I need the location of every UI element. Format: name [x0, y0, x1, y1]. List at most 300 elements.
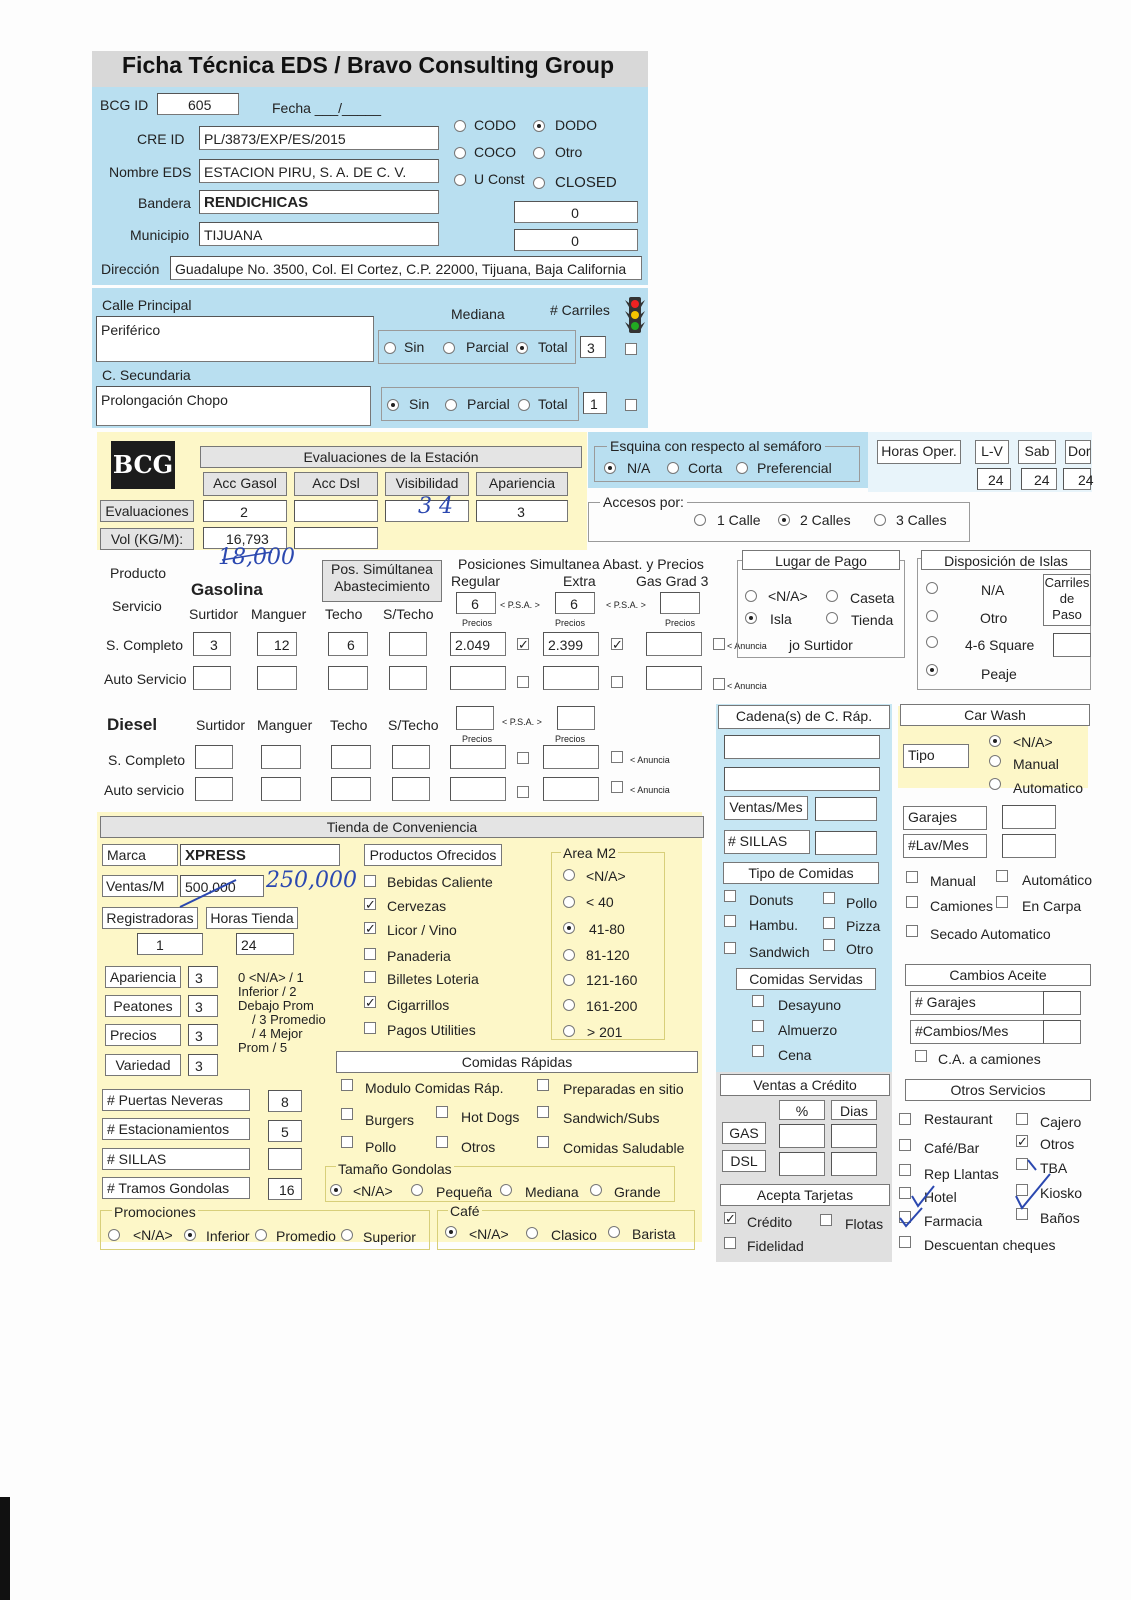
- tarjetas-flotas-check[interactable]: [820, 1214, 832, 1226]
- eval-gasol-field[interactable]: 2: [203, 500, 287, 522]
- cafe-barista-radio[interactable]: [608, 1226, 620, 1238]
- cajero-check[interactable]: [1016, 1113, 1028, 1125]
- bcg-id-field[interactable]: 605: [157, 93, 239, 115]
- d-as-stecho[interactable]: [392, 777, 430, 801]
- donuts-check[interactable]: [724, 890, 736, 902]
- tarjetas-fidelidad-check[interactable]: [724, 1237, 736, 1249]
- cena-label: Cena: [778, 1047, 812, 1063]
- cajero-label: Cajero: [1040, 1114, 1082, 1130]
- cadena-field-1[interactable]: [724, 735, 880, 759]
- marca-field[interactable]: XPRESS: [180, 844, 340, 866]
- desayuno-label: Desayuno: [778, 997, 842, 1013]
- vol-dsl-field[interactable]: [294, 527, 378, 549]
- variedad-field[interactable]: 3: [188, 1054, 218, 1076]
- promo-promedio-radio[interactable]: [255, 1229, 267, 1241]
- credito-gas-dias[interactable]: [831, 1124, 877, 1148]
- modulo-label: Modulo Comidas Ráp.: [365, 1080, 504, 1096]
- credito-pct-label: %: [779, 1100, 825, 1120]
- calle-secundaria-label: C. Secundaria: [102, 367, 191, 383]
- lugar-pago-group: [737, 560, 905, 658]
- secundaria-extra-check[interactable]: [625, 399, 637, 411]
- gasgrad-pos-field[interactable]: [660, 592, 700, 614]
- sc-regular-price[interactable]: 2.049: [450, 632, 506, 656]
- carwash-secado-check[interactable]: [906, 925, 918, 937]
- area-201-label: > 201: [587, 1024, 623, 1040]
- panaderia-check[interactable]: [364, 948, 376, 960]
- credito-dsl-dias[interactable]: [831, 1152, 877, 1176]
- pagos-check[interactable]: [364, 1022, 376, 1034]
- visibilidad-header: Visibilidad: [385, 472, 469, 496]
- pago-na-radio[interactable]: [745, 590, 757, 602]
- promo-promedio-label: Promedio: [276, 1228, 336, 1244]
- tamano-grande-radio[interactable]: [590, 1184, 602, 1196]
- tamano-mediana-radio[interactable]: [500, 1184, 512, 1196]
- scale-line-3: Debajo Prom: [238, 998, 314, 1013]
- comidas-servidas-title: Comidas Servidas: [736, 968, 876, 990]
- as-extra-price[interactable]: [543, 666, 599, 690]
- scale-line-1: 0 <N/A> / 1: [238, 970, 304, 985]
- area-na-radio[interactable]: [563, 869, 575, 881]
- d-as-anuncia1[interactable]: [517, 786, 529, 798]
- d-sc-anuncia1[interactable]: [517, 752, 529, 764]
- precios-gasgrad: Precios: [665, 618, 696, 628]
- horas-tienda-field[interactable]: 24: [236, 933, 294, 955]
- modulo-check[interactable]: [341, 1079, 353, 1091]
- carwash-manual-label: Manual: [1013, 756, 1059, 772]
- cadena-sillas-field[interactable]: [815, 831, 877, 855]
- esquina-na-label: N/A: [627, 460, 651, 476]
- d-sc-price2[interactable]: [543, 745, 599, 769]
- extra-pos-field[interactable]: 6: [555, 592, 595, 614]
- islas-square-radio[interactable]: [926, 636, 938, 648]
- otro-radio[interactable]: [533, 147, 545, 159]
- bandera-label: Bandera: [138, 195, 191, 211]
- almuerzo-check[interactable]: [752, 1020, 764, 1032]
- as-regular-anuncia[interactable]: [517, 676, 529, 688]
- billetes-label: Billetes Loteria: [387, 971, 479, 987]
- nombre-label: Nombre EDS: [109, 164, 192, 180]
- carwash-garajes-field[interactable]: [1002, 805, 1056, 829]
- secundaria-parcial-radio[interactable]: [445, 399, 457, 411]
- otro-label: Otro: [555, 144, 583, 160]
- cervezas-check[interactable]: ✓: [365, 897, 376, 912]
- pizza-label: Pizza: [846, 918, 881, 934]
- d-as-manguer[interactable]: [261, 777, 301, 801]
- area-80-radio[interactable]: [563, 922, 575, 934]
- count1-field[interactable]: 0: [514, 201, 638, 223]
- producto-label: Producto: [110, 565, 167, 581]
- sandwich-subs-check[interactable]: [537, 1106, 549, 1118]
- carwash-camiones-check[interactable]: [906, 896, 918, 908]
- productos-title: Productos Ofrecidos: [364, 844, 502, 866]
- carriles-paso-label: Carriles de Paso: [1043, 574, 1091, 626]
- principal-extra-check[interactable]: [625, 343, 637, 355]
- esquina-na-radio[interactable]: [604, 462, 616, 474]
- horas-tienda-label: Horas Tienda: [206, 907, 298, 929]
- islas-otro-label: Otro: [980, 610, 1008, 626]
- stecho-header: S/Techo: [383, 606, 434, 622]
- tamano-pequena-radio[interactable]: [411, 1184, 423, 1196]
- carwash-automatico2-check[interactable]: [996, 870, 1008, 882]
- regular-psa: < P.S.A. >: [500, 600, 540, 610]
- credito-gas-label: GAS: [722, 1122, 766, 1144]
- islas-otro-radio[interactable]: [926, 610, 938, 622]
- area-200-label: 161-200: [586, 998, 638, 1014]
- promo-inferior-radio[interactable]: [184, 1229, 196, 1241]
- peatones-field[interactable]: 3: [188, 995, 218, 1017]
- pago-tienda-label: Tienda: [851, 612, 894, 628]
- burgers-check[interactable]: [341, 1108, 353, 1120]
- scale-line-6: Prom / 5: [238, 1040, 288, 1055]
- uconst-radio[interactable]: [454, 174, 466, 186]
- diesel-pos-field[interactable]: [456, 706, 494, 730]
- count2-field[interactable]: 0: [514, 229, 638, 251]
- horas-oper-label: Horas Oper.: [877, 440, 961, 464]
- apariencia-header: Apariencia: [476, 472, 568, 496]
- as-stecho-field[interactable]: [389, 666, 427, 690]
- pos-sim-box: [322, 560, 442, 602]
- ventas-label: Ventas/M: [102, 875, 178, 897]
- accesos-2-label: 2 Calles: [800, 512, 851, 528]
- tienda-sillas-field[interactable]: [268, 1148, 302, 1170]
- carwash-na-radio[interactable]: [989, 735, 1001, 747]
- hambu-check[interactable]: [724, 915, 736, 927]
- horas-sab-field[interactable]: 24: [1021, 468, 1057, 490]
- horas-lv-label: L-V: [975, 440, 1009, 464]
- d-sc-surtidor[interactable]: [195, 745, 233, 769]
- puertas-label: # Puertas Neveras: [102, 1089, 250, 1111]
- direccion-label: Dirección: [101, 261, 160, 277]
- cheques-check[interactable]: [899, 1236, 911, 1248]
- sandwich-check[interactable]: [724, 942, 736, 954]
- codo-radio[interactable]: [454, 120, 466, 132]
- esquina-title: Esquina con respecto al semáforo: [607, 438, 825, 454]
- tarjetas-credito-check[interactable]: ✓: [725, 1211, 736, 1226]
- acc-gasol-header: Acc Gasol: [203, 472, 287, 496]
- d-sc-stecho[interactable]: [392, 745, 430, 769]
- sc-gasgrad-anuncia[interactable]: [713, 638, 725, 650]
- diesel-psa: < P.S.A. >: [502, 717, 542, 727]
- sc-stecho-field[interactable]: [389, 632, 427, 656]
- horas-sab-label: Sab: [1018, 440, 1056, 464]
- aceite-cambios-field[interactable]: [1043, 1020, 1081, 1044]
- cafe-title: Café: [450, 1203, 480, 1219]
- as-regular-price[interactable]: [450, 666, 506, 690]
- cafe-clasico-radio[interactable]: [526, 1227, 538, 1239]
- pago-caseta-radio[interactable]: [826, 590, 838, 602]
- kiosko-check[interactable]: [1016, 1184, 1028, 1196]
- scale-line-2: Inferior / 2: [238, 984, 297, 999]
- otros-check[interactable]: ✓: [1017, 1134, 1028, 1149]
- banos-check[interactable]: [1016, 1208, 1028, 1220]
- preparadas-check[interactable]: [537, 1079, 549, 1091]
- area-201-radio[interactable]: [563, 1025, 575, 1037]
- as-gasgrad-price[interactable]: [646, 666, 702, 690]
- techo-header: Techo: [325, 606, 363, 622]
- cre-id-field[interactable]: PL/3873/EXP/ES/2015: [199, 126, 439, 150]
- tamano-na-label: <N/A>: [353, 1183, 393, 1199]
- cena-check[interactable]: [752, 1045, 764, 1057]
- area-40-label: < 40: [586, 894, 614, 910]
- secundaria-total-label: Total: [538, 396, 568, 412]
- tramos-field[interactable]: 16: [268, 1178, 302, 1200]
- accesos-1-radio[interactable]: [694, 514, 706, 526]
- direccion-field[interactable]: Guadalupe No. 3500, Col. El Cortez, C.P. 22000, Tijuana, Baja California: [170, 256, 642, 280]
- dodo-radio[interactable]: [533, 120, 545, 132]
- hotel-check[interactable]: [899, 1187, 911, 1199]
- islas-na-radio[interactable]: [926, 582, 938, 594]
- carwash-automatico2-label: Automático: [1022, 872, 1093, 888]
- page-title: Ficha Técnica EDS / Bravo Consulting Group: [122, 52, 615, 78]
- diesel-scompleto-label: S. Completo: [108, 752, 186, 768]
- eval-dsl-field[interactable]: [294, 500, 378, 522]
- pago-tienda-radio[interactable]: [826, 612, 838, 624]
- gasgrad-label: Gas Grad 3: [636, 573, 709, 589]
- handwritten-ventas: 250,000: [266, 868, 357, 893]
- islas-square-label: 4-6 Square: [965, 637, 1035, 653]
- saludable-check[interactable]: [537, 1136, 549, 1148]
- manguer-header: Manguer: [251, 606, 307, 622]
- pos-sim-label: Pos. Simúltanea: [331, 561, 433, 577]
- tba-label: TBA: [1040, 1160, 1068, 1176]
- esquina-pref-radio[interactable]: [736, 462, 748, 474]
- aceite-garajes-field[interactable]: [1043, 991, 1081, 1015]
- secundaria-carriles-field[interactable]: 1: [583, 392, 607, 414]
- licor-check[interactable]: ✓: [365, 921, 376, 936]
- cigarrillos-check[interactable]: ✓: [365, 995, 376, 1010]
- cre-id-label: CRE ID: [137, 131, 185, 147]
- d-as-anuncia-label: < Anuncia: [630, 785, 670, 795]
- diesel-auto-label: Auto servicio: [104, 782, 185, 798]
- abastecimiento-label: Abastecimiento: [334, 578, 430, 594]
- horas-dom-field[interactable]: 24: [1063, 468, 1091, 490]
- cadena-title: Cadena(s) de C. Ráp.: [718, 705, 890, 729]
- tienda-title: Tienda de Conveniencia: [100, 816, 704, 838]
- carwash-lavmes-field[interactable]: [1002, 834, 1056, 858]
- uconst-label: U Const: [474, 171, 525, 187]
- otro-comida-label: Otro: [846, 941, 874, 957]
- d-sc-price1[interactable]: [450, 745, 506, 769]
- as-gasgrad-anuncia[interactable]: [713, 678, 725, 690]
- credito-dsl-pct[interactable]: [779, 1152, 825, 1176]
- pago-caseta-label: Caseta: [850, 590, 895, 606]
- bandera-field[interactable]: RENDICHICAS: [199, 190, 439, 214]
- comidas-otros-check[interactable]: [436, 1136, 448, 1148]
- principal-parcial-label: Parcial: [466, 339, 509, 355]
- as-techo-field[interactable]: [328, 666, 368, 690]
- hw-check-tba: [1028, 1160, 1036, 1170]
- aceite-garajes-label: # Garajes: [910, 991, 1044, 1015]
- pollo-check[interactable]: [823, 892, 835, 904]
- cadena-ventas-field[interactable]: [815, 797, 877, 821]
- secundaria-total-radio[interactable]: [518, 399, 530, 411]
- carwash-auto-label: Automatico: [1013, 780, 1084, 796]
- lugar-pago-title: Lugar de Pago: [742, 550, 900, 570]
- municipio-field[interactable]: TIJUANA: [199, 222, 439, 246]
- tarjetas-flotas-label: Flotas: [845, 1216, 884, 1232]
- sc-extra-anuncia[interactable]: ✓: [612, 637, 623, 652]
- cafe-clasico-label: Clasico: [551, 1227, 597, 1243]
- tamano-grande-label: Grande: [614, 1184, 661, 1200]
- cadena-panel: [716, 704, 892, 1072]
- municipio-label: Municipio: [130, 227, 190, 243]
- cadena-sillas-label: # SILLAS: [724, 830, 810, 854]
- sc-surtidor-suffix: jo Surtidor: [789, 637, 853, 653]
- sandwich-subs-label: Sandwich/Subs: [563, 1110, 660, 1126]
- hambu-label: Hambu.: [749, 917, 799, 933]
- tamano-na-radio[interactable]: [330, 1184, 342, 1196]
- handwritten-vol: 18,000: [218, 545, 295, 570]
- aceite-cambios-label: #Cambios/Mes: [910, 1020, 1044, 1044]
- tramos-label: # Tramos Gondolas: [102, 1177, 250, 1199]
- promo-na-radio[interactable]: [108, 1229, 120, 1241]
- scale-line-4: / 3 Promedio: [252, 1012, 326, 1027]
- farmacia-check[interactable]: [899, 1211, 911, 1223]
- coco-radio[interactable]: [454, 147, 466, 159]
- credito-gas-pct[interactable]: [779, 1124, 825, 1148]
- credito-title: Ventas a Crédito: [720, 1074, 890, 1096]
- area-160-label: 121-160: [586, 972, 638, 988]
- diesel-precios1: Precios: [462, 734, 493, 744]
- d-sc-anuncia2[interactable]: [611, 751, 623, 763]
- diesel-manguer-header: Manguer: [257, 717, 313, 733]
- bebidas-check[interactable]: [364, 875, 376, 887]
- cafebar-check[interactable]: [899, 1139, 911, 1151]
- accesos-3-radio[interactable]: [874, 514, 886, 526]
- as-surtidor-field[interactable]: [193, 666, 231, 690]
- carriles-label: # Carriles: [550, 302, 610, 318]
- sc-regular-anuncia[interactable]: ✓: [518, 637, 529, 652]
- d-as-techo[interactable]: [331, 777, 371, 801]
- pollo-label: Pollo: [846, 895, 878, 911]
- principal-carriles-field[interactable]: 3: [580, 336, 606, 358]
- sc-gasgrad-price[interactable]: [646, 632, 702, 656]
- credito-dias-label: Dias: [831, 1100, 877, 1120]
- apariencia-label: Apariencia: [105, 966, 181, 988]
- diesel-surtidor-header: Surtidor: [196, 717, 246, 733]
- as-extra-anuncia[interactable]: [611, 676, 623, 688]
- credito-dsl-label: DSL: [722, 1150, 766, 1172]
- d-as-surtidor[interactable]: [195, 777, 233, 801]
- carwash-auto-radio[interactable]: [989, 778, 1001, 790]
- principal-sin-radio[interactable]: [384, 342, 396, 354]
- restaurant-check[interactable]: [899, 1113, 911, 1125]
- islas-peaje-radio[interactable]: [926, 664, 938, 676]
- registradoras-field[interactable]: 1: [137, 933, 203, 955]
- diesel-pos2-field[interactable]: [557, 706, 595, 730]
- accesos-3-label: 3 Calles: [896, 512, 947, 528]
- nombre-field[interactable]: ESTACION PIRU, S. A. DE C. V.: [199, 159, 439, 183]
- tarjetas-credito-label: Crédito: [747, 1214, 793, 1230]
- almuerzo-label: Almuerzo: [778, 1022, 838, 1038]
- as-manguer-field[interactable]: [257, 666, 297, 690]
- pizza-check[interactable]: [823, 917, 835, 929]
- puertas-field[interactable]: 8: [268, 1090, 302, 1112]
- d-as-price2[interactable]: [543, 777, 599, 801]
- carwash-na-label: <N/A>: [1013, 734, 1053, 750]
- evaluaciones-label: Evaluaciones: [100, 500, 194, 522]
- pago-isla-radio[interactable]: [745, 612, 757, 624]
- carwash-encarpa-check[interactable]: [996, 896, 1008, 908]
- area-120-radio[interactable]: [563, 949, 575, 961]
- diesel-techo-header: Techo: [330, 717, 368, 733]
- calle-principal-field[interactable]: Periférico: [96, 316, 374, 362]
- diesel-precios2: Precios: [555, 734, 586, 744]
- carwash-manual-radio[interactable]: [989, 755, 1001, 767]
- tba-check[interactable]: [1016, 1158, 1028, 1170]
- carwash-secado-label: Secado Automatico: [930, 926, 1051, 942]
- tamano-pequena-label: Pequeña: [436, 1184, 493, 1200]
- d-as-anuncia2[interactable]: [611, 781, 623, 793]
- cadena-field-2[interactable]: [724, 767, 880, 791]
- area-200-radio[interactable]: [563, 999, 575, 1011]
- d-as-price1[interactable]: [450, 777, 506, 801]
- estac-field[interactable]: 5: [268, 1120, 302, 1142]
- carwash-manual2-check[interactable]: [906, 871, 918, 883]
- accesos-2-radio[interactable]: [778, 514, 790, 526]
- extra-psa: < P.S.A. >: [606, 600, 646, 610]
- principal-sin-label: Sin: [404, 339, 425, 355]
- calle-secundaria-field[interactable]: Prolongación Chopo: [96, 386, 371, 426]
- principal-total-radio[interactable]: [516, 342, 528, 354]
- preparadas-label: Preparadas en sitio: [563, 1081, 684, 1097]
- comidas-pollo-check[interactable]: [341, 1136, 353, 1148]
- esquina-corta-label: Corta: [688, 460, 723, 476]
- regular-pos-field[interactable]: 6: [456, 592, 496, 614]
- panaderia-label: Panaderia: [387, 948, 451, 964]
- vol-label: Vol (KG/M):: [100, 528, 194, 550]
- secundaria-sin-radio[interactable]: [387, 399, 399, 411]
- ventas-field[interactable]: 500,000: [180, 875, 264, 897]
- cafe-na-radio[interactable]: [445, 1226, 457, 1238]
- precios-field[interactable]: 3: [188, 1024, 218, 1046]
- area-40-radio[interactable]: [563, 896, 575, 908]
- donuts-label: Donuts: [749, 892, 794, 908]
- principal-parcial-radio[interactable]: [443, 342, 455, 354]
- apariencia-field[interactable]: 3: [188, 966, 218, 988]
- promo-superior-label: Superior: [363, 1229, 416, 1245]
- hotdogs-check[interactable]: [436, 1106, 448, 1118]
- aceite-ca-check[interactable]: [915, 1050, 927, 1062]
- eval-apariencia-field[interactable]: 3: [476, 500, 568, 522]
- surtidor-header: Surtidor: [189, 606, 239, 622]
- saludable-label: Comidas Saludable: [563, 1140, 685, 1156]
- sc-techo-field[interactable]: 6: [328, 632, 368, 656]
- sc-extra-price[interactable]: 2.399: [543, 632, 599, 656]
- tamano-title: Tamaño Gondolas: [338, 1161, 452, 1177]
- sc-surtidor-field[interactable]: 3: [193, 632, 231, 656]
- mediana-label: Mediana: [451, 306, 505, 322]
- area-160-radio[interactable]: [563, 974, 575, 986]
- vol-field[interactable]: 16,793: [203, 527, 287, 549]
- esquina-corta-radio[interactable]: [667, 462, 679, 474]
- llantas-check[interactable]: [899, 1164, 911, 1176]
- pago-na-label: <N/A>: [768, 588, 808, 604]
- d-sc-techo[interactable]: [331, 745, 371, 769]
- promo-superior-radio[interactable]: [341, 1229, 353, 1241]
- closed-radio[interactable]: [533, 177, 545, 189]
- d-sc-manguer[interactable]: [261, 745, 301, 769]
- otro-comida-check[interactable]: [823, 939, 835, 951]
- horas-lv-field[interactable]: 24: [977, 468, 1011, 490]
- desayuno-check[interactable]: [752, 995, 764, 1007]
- carwash-title: Car Wash: [900, 704, 1090, 726]
- islas-na-label: N/A: [981, 582, 1005, 598]
- sc-manguer-field[interactable]: 12: [257, 632, 297, 656]
- carriles-paso-field[interactable]: [1053, 633, 1091, 657]
- billetes-check[interactable]: [364, 971, 376, 983]
- aceite-title: Cambios Aceite: [905, 964, 1091, 986]
